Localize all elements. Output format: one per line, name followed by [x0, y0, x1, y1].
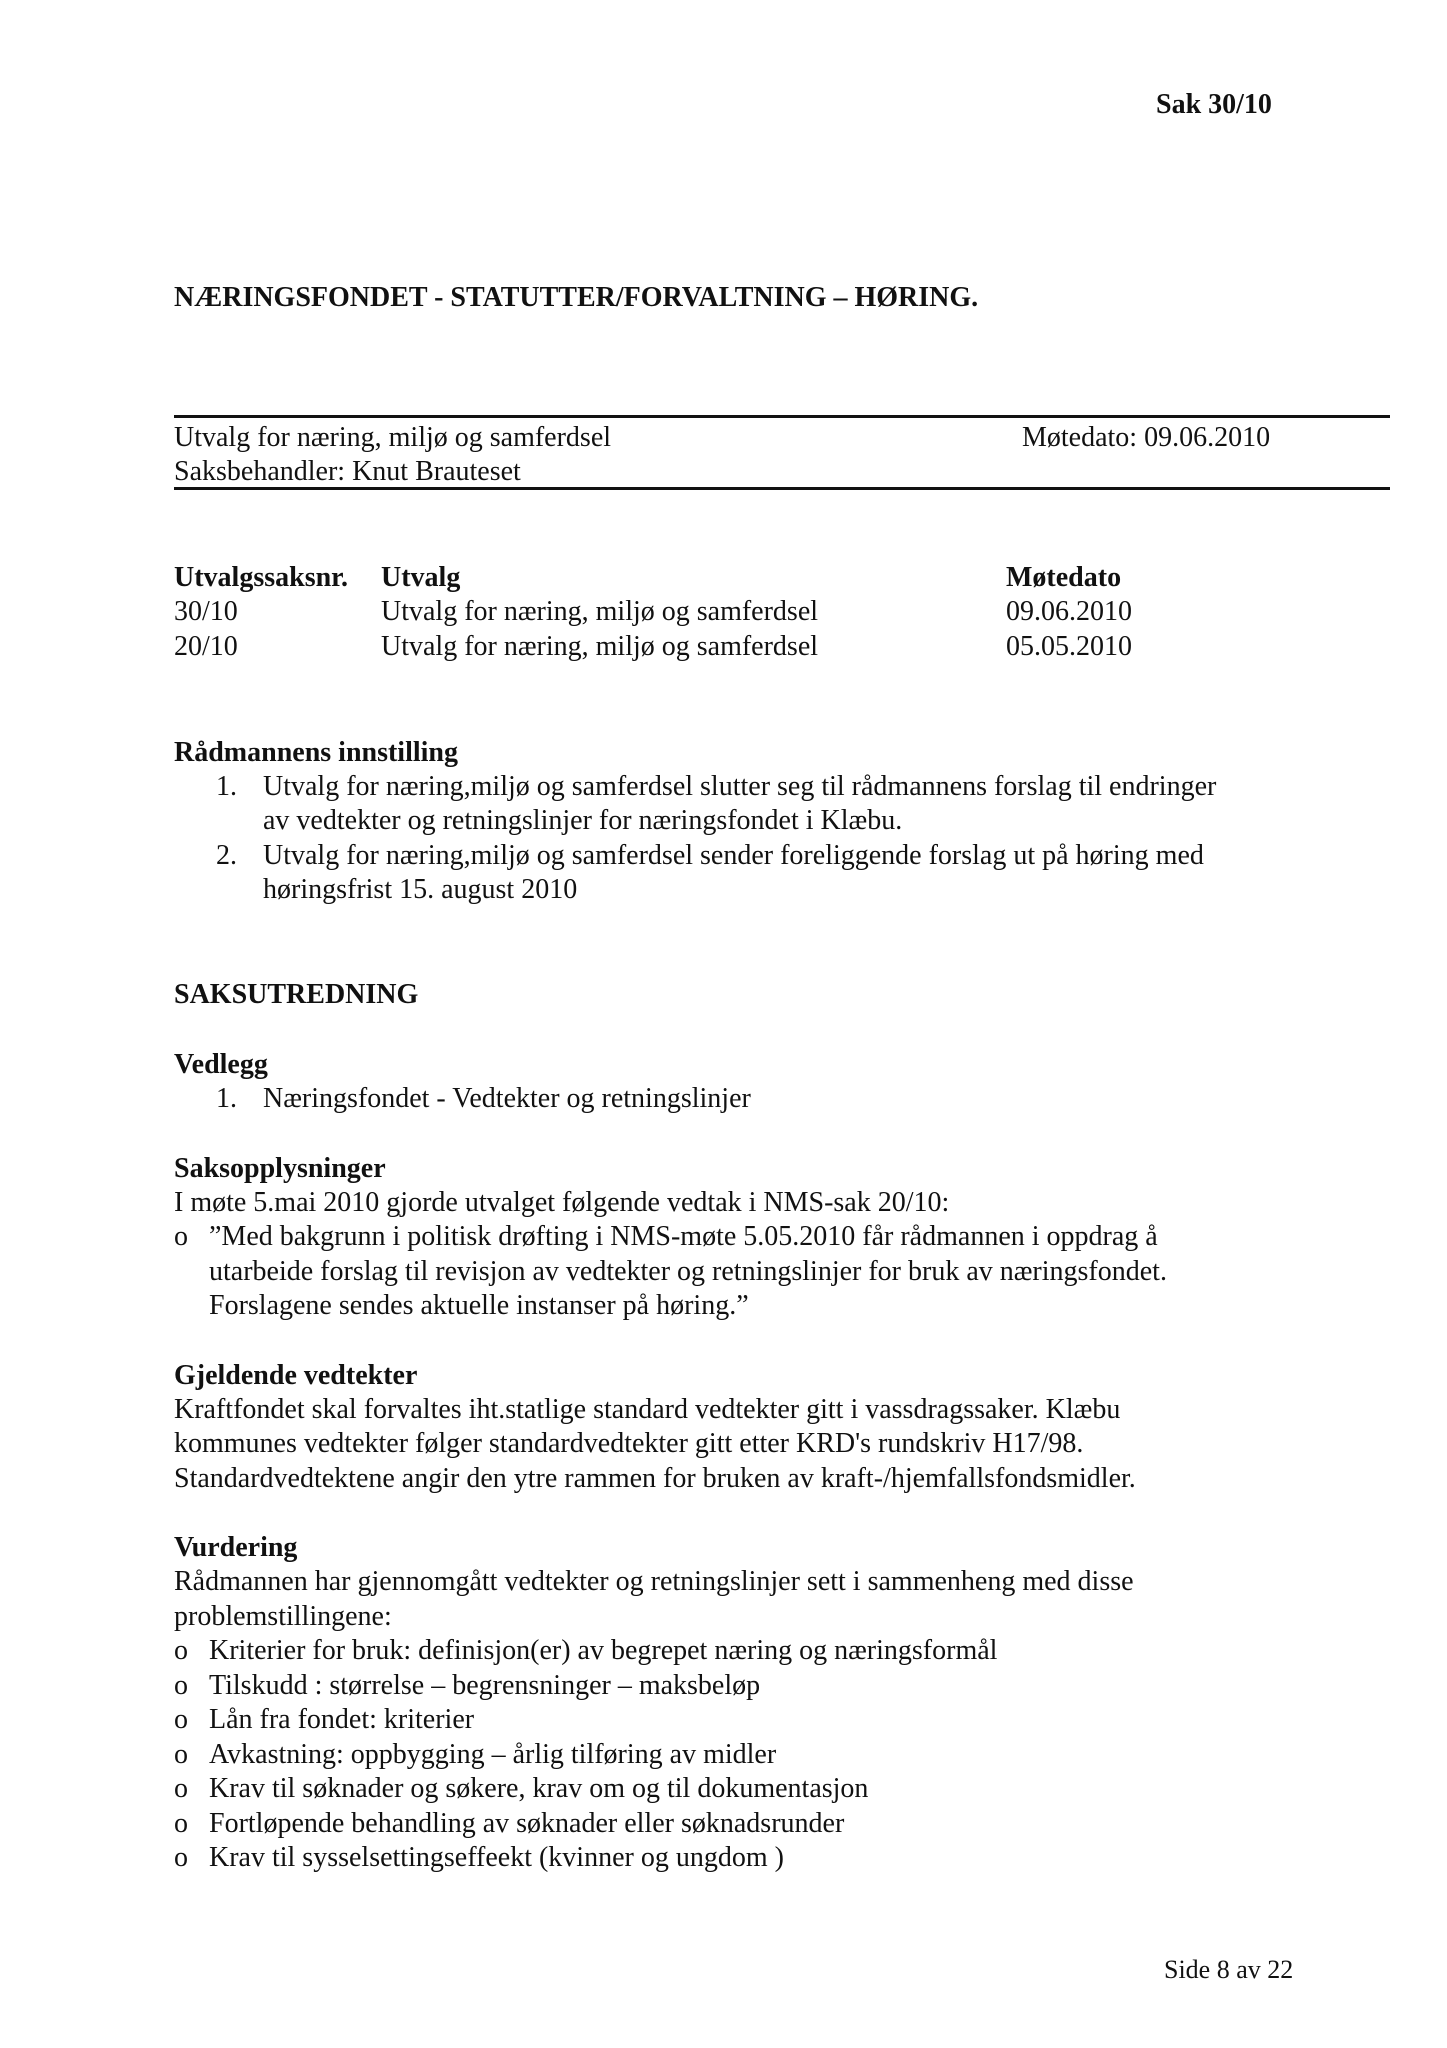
- case-reference: Sak 30/10: [1156, 89, 1272, 120]
- item-number: 1.: [216, 771, 237, 802]
- table-cell: Utvalg for næring, miljø og samferdsel: [381, 596, 819, 627]
- item-text-line: Utvalg for næring,miljø og samferdsel slutter seg til rådmannens forslag til endringer: [263, 771, 1217, 802]
- committee-name: Utvalg for næring, miljø og samferdsel: [174, 422, 612, 453]
- page-number: Side 8 av 22: [1164, 1955, 1294, 1984]
- bottom-rule: [174, 487, 1390, 490]
- paragraph-line: problemstillingene:: [174, 1601, 392, 1632]
- list-item-text: Kriterier for bruk: definisjon(er) av begrepet næring og næringsformål: [209, 1635, 998, 1666]
- list-item-text: Avkastning: oppbygging – årlig tilføring av midler: [209, 1739, 777, 1770]
- table-cell: 30/10: [174, 596, 238, 627]
- paragraph-line: Standardvedtektene angir den ytre rammen for bruken av kraft-/hjemfallsfondsmidler.: [174, 1463, 1136, 1494]
- bullet-marker: o: [174, 1670, 188, 1701]
- bullet-marker: o: [174, 1221, 188, 1252]
- paragraph-line: Rådmannen har gjennomgått vedtekter og retningslinjer sett i sammenheng med disse: [174, 1566, 1134, 1597]
- list-item-text: Lån fra fondet: kriterier: [209, 1704, 475, 1735]
- table-header-meeting-date: Møtedato: [1006, 562, 1122, 593]
- recommendation-heading: Rådmannens innstilling: [174, 737, 458, 768]
- item-text-line: av vedtekter og retningslinjer for næringsfondet i Klæbu.: [263, 805, 903, 836]
- list-item-text: Fortløpende behandling av søknader eller søknadsrunder: [209, 1808, 845, 1839]
- case-info-intro: I møte 5.mai 2010 gjorde utvalget følgende vedtak i NMS-sak 20/10:: [174, 1187, 950, 1218]
- item-text-line: Utvalg for næring,miljø og samferdsel sender foreliggende forslag ut på høring med: [263, 840, 1204, 871]
- table-cell: Utvalg for næring, miljø og samferdsel: [381, 631, 819, 662]
- case-officer: Saksbehandler: Knut Brauteset: [174, 456, 521, 487]
- item-number: 2.: [216, 840, 237, 871]
- attachment-link: Næringsfondet - Vedtekter og retningslinjer: [263, 1083, 751, 1114]
- list-item-text: Krav til søknader og søkere, krav om og til dokumentasjon: [209, 1773, 869, 1804]
- list-item-text: Tilskudd : størrelse – begrensninger – maksbeløp: [209, 1670, 761, 1701]
- paragraph-line: Kraftfondet skal forvaltes iht.statlige standard vedtekter gitt i vassdragssaker. Klæbu: [174, 1394, 1121, 1425]
- table-header-case-number: Utvalgssaksnr.: [174, 562, 349, 593]
- section-heading-saksutredning: SAKSUTREDNING: [174, 979, 419, 1010]
- bullet-marker: o: [174, 1808, 188, 1839]
- table-cell: 05.05.2010: [1006, 631, 1132, 662]
- bullet-marker: o: [174, 1704, 188, 1735]
- bullet-marker: o: [174, 1635, 188, 1666]
- paragraph-line: kommunes vedtekter følger standardvedtekter gitt etter KRD's rundskriv H17/98.: [174, 1428, 1084, 1459]
- quote-line: utarbeide forslag til revisjon av vedtekter og retningslinjer for bruk av næringsfondet.: [209, 1256, 1167, 1287]
- quote-line: Forslagene sendes aktuelle instanser på høring.”: [209, 1290, 749, 1321]
- table-cell: 20/10: [174, 631, 238, 662]
- document-title: NÆRINGSFONDET - STATUTTER/FORVALTNING – HØRING.: [174, 282, 979, 313]
- list-item-text: Krav til sysselsettingseffeekt (kvinner og ungdom ): [209, 1842, 784, 1873]
- attachments-heading: Vedlegg: [174, 1049, 268, 1080]
- item-text-line: høringsfrist 15. august 2010: [263, 874, 578, 905]
- item-number: 1.: [216, 1083, 237, 1114]
- bullet-marker: o: [174, 1739, 188, 1770]
- top-rule: [174, 415, 1390, 418]
- table-cell: 09.06.2010: [1006, 596, 1132, 627]
- case-info-heading: Saksopplysninger: [174, 1153, 386, 1184]
- bullet-marker: o: [174, 1773, 188, 1804]
- current-statutes-heading: Gjeldende vedtekter: [174, 1360, 418, 1391]
- meeting-date: Møtedato: 09.06.2010: [1022, 422, 1271, 453]
- assessment-heading: Vurdering: [174, 1532, 298, 1563]
- table-header-committee: Utvalg: [381, 562, 461, 593]
- bullet-marker: o: [174, 1842, 188, 1873]
- quote-line: ”Med bakgrunn i politisk drøfting i NMS-møte 5.05.2010 får rådmannen i oppdrag å: [209, 1221, 1158, 1252]
